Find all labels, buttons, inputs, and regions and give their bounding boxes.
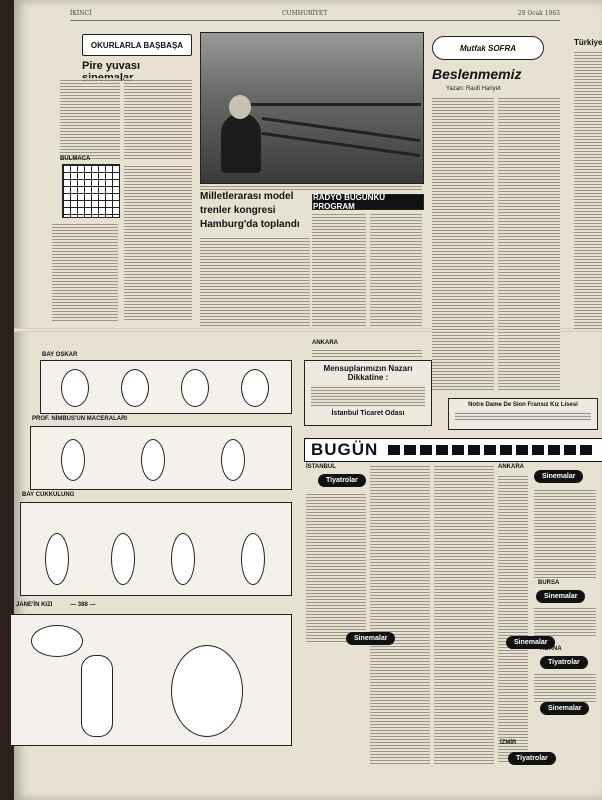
city-ankara: ANKARA	[498, 464, 524, 470]
school-notice-title: Notre Dame De Sion Fransız Kız Lisesi	[468, 402, 578, 408]
ankara-sinemalar-pill-3: Sinemalar	[506, 636, 555, 649]
left-text-block-3	[124, 164, 192, 322]
comic-title-4	[16, 602, 95, 608]
ankara-radio-text	[312, 348, 422, 358]
ankara-radio-label: ANKARA	[312, 340, 338, 346]
notice-title-2: Dikkatine :	[347, 373, 389, 382]
ankara-text-2	[534, 488, 596, 578]
istanbul-theatre-text	[306, 492, 366, 642]
okurlarla-banner-text: OKURLARLA BAŞBAŞA	[90, 40, 184, 50]
right-text-1	[432, 96, 494, 392]
puzzle-label: BULMACA	[60, 156, 91, 162]
notice-body	[311, 385, 425, 407]
crossword-grid	[62, 164, 120, 218]
right-headline: Beslenmemiz	[432, 66, 522, 82]
mutfak-banner-text: Mutfak SOFRA	[460, 43, 516, 53]
ankara-sinemalar-pill: Sinemalar	[534, 470, 583, 483]
header-masthead: CUMHURİYET	[281, 9, 328, 17]
ankara-text-1	[498, 474, 528, 764]
istanbul-cinema-text-2	[434, 464, 494, 764]
comic-title-1: BAY OSKAR	[42, 352, 78, 358]
city-istanbul: İSTANBUL	[306, 464, 336, 470]
comic-title-3: BAY CUKKULUNG	[22, 492, 75, 498]
train-headline	[200, 190, 310, 232]
comic-title-4-text: JANE'İN KIZI	[16, 602, 53, 608]
izmir-tiyatrolar-pill: Tiyatrolar	[508, 752, 556, 765]
adana-text	[534, 672, 596, 702]
chamber-notice	[304, 360, 432, 426]
istanbul-cinema-text-1	[370, 464, 430, 764]
notice-title-1: Mensuplarımızın Nazarı	[323, 364, 413, 373]
train-headline-line-2: trenler kongresi	[200, 205, 276, 216]
train-headline-line-1: Milletlerarası model	[200, 191, 294, 202]
header-date: 29 Ocak 1963	[517, 9, 560, 17]
radio-text-2	[370, 212, 422, 326]
adana-tiyatrolar-pill: Tiyatrolar	[540, 656, 588, 669]
city-izmir: İZMİR	[500, 740, 517, 746]
far-right-text	[574, 50, 602, 330]
left-headline: Pire yuvası	[82, 60, 141, 72]
train-headline-line-3: Hamburg'da toplandı	[200, 219, 300, 230]
man-head	[229, 95, 251, 119]
istanbul-sinemalar-pill: Sinemalar	[346, 632, 395, 645]
notice-signature: İstanbul Ticaret Odası	[331, 410, 405, 417]
city-adana: ADANA	[540, 646, 562, 652]
adana-sinemalar-pill: Sinemalar	[540, 702, 589, 715]
comic-strip-jane	[10, 614, 292, 746]
right-byline: Yazan: Raufi Hariyet	[446, 86, 501, 92]
mutfak-banner	[432, 36, 544, 60]
far-right-fragment: Türkiye	[574, 38, 602, 47]
comic-strip-cukkulung	[20, 502, 292, 596]
header-left: İKİNCİ	[70, 9, 92, 17]
bugun-banner	[304, 438, 602, 462]
left-text-block-4	[52, 222, 118, 322]
comic-strip-bay-oskar	[40, 360, 292, 414]
model-train-photo	[200, 32, 424, 184]
istanbul-tiyatrolar-pill: Tiyatrolar	[318, 474, 366, 487]
right-text-2	[498, 96, 560, 392]
page-header	[70, 6, 560, 21]
radio-banner	[312, 194, 424, 210]
school-notice	[448, 398, 598, 430]
ankara-sinemalar-pill-2: Sinemalar	[536, 590, 585, 603]
man-figure	[221, 113, 261, 173]
school-notice-body	[455, 411, 591, 421]
left-text-block-2	[124, 78, 192, 160]
radio-banner-text: RADYO BUGÜNKÜ PROGRAM	[313, 193, 385, 211]
bursa-text	[534, 606, 596, 636]
left-text-block-1	[60, 78, 120, 160]
comic-title-2: PROF. NİMBUS'UN MACERALARI	[32, 416, 128, 422]
comic-episode-number: — 388 —	[70, 602, 96, 608]
train-article-text	[200, 236, 310, 326]
radio-text-1	[312, 212, 366, 326]
comic-strip-nimbus	[30, 426, 292, 490]
city-bursa: BURSA	[538, 580, 560, 586]
bugun-title: BUGÜN	[311, 440, 379, 459]
bugun-decor	[388, 445, 595, 455]
okurlarla-banner	[82, 34, 192, 56]
